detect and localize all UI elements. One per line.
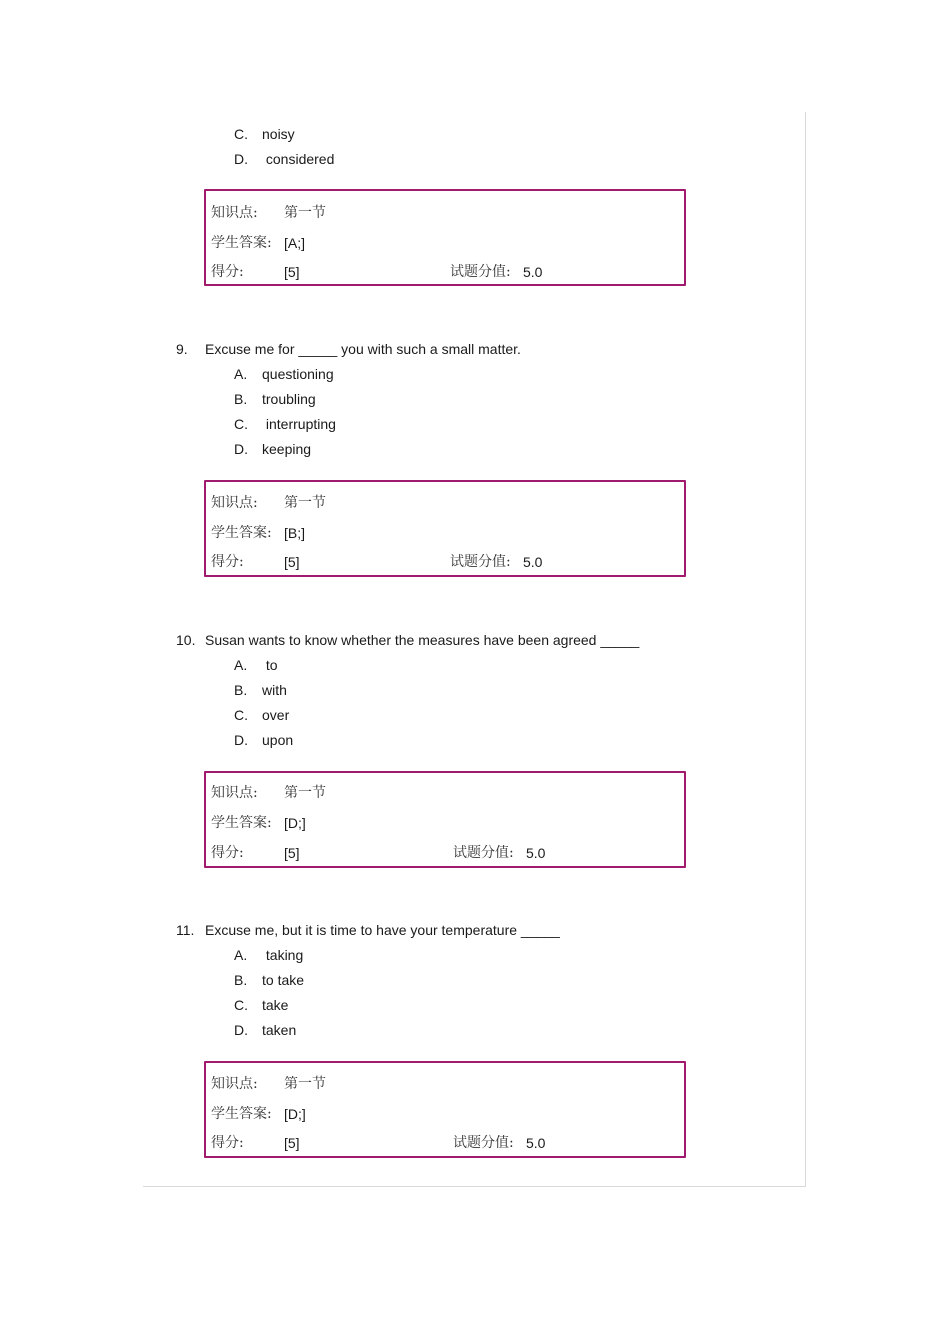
score-label: 得分: [211, 1135, 244, 1151]
option-letter: D. [234, 732, 248, 748]
question-text: Excuse me, but it is time to have your temperature _____ [205, 922, 560, 938]
item-value: 5.0 [526, 1135, 546, 1151]
student-answer-value: [D;] [284, 1106, 306, 1122]
option-letter: A. [234, 947, 248, 963]
item-value-label: 试题分值: [450, 554, 511, 570]
score-label: 得分: [211, 554, 244, 570]
option-text: questioning [262, 366, 334, 382]
knowledge-point-label: 知识点: [211, 785, 258, 801]
answer-info-box [204, 480, 686, 577]
student-answer-label: 学生答案: [211, 1106, 272, 1122]
knowledge-point-value: 第一节 [284, 785, 326, 801]
student-answer-value: [B;] [284, 525, 306, 541]
option-letter: B. [234, 391, 248, 407]
option-text: with [262, 682, 287, 698]
item-value-label: 试题分值: [453, 845, 514, 861]
option-text: taking [262, 947, 304, 963]
knowledge-point-label: 知识点: [211, 495, 258, 511]
page-frame-right-border [805, 112, 806, 1187]
score-value: [5] [284, 1135, 300, 1151]
student-answer-value: [D;] [284, 815, 306, 831]
option-letter: A. [234, 366, 248, 382]
page-frame-bottom-border [143, 1186, 806, 1187]
option-text: upon [262, 732, 294, 748]
answer-info-box [204, 1061, 686, 1158]
option-letter: D. [234, 151, 248, 167]
option-letter: C. [234, 707, 248, 723]
item-value-label: 试题分值: [450, 264, 511, 280]
knowledge-point-label: 知识点: [211, 205, 258, 221]
option-text: interrupting [262, 416, 336, 432]
answer-info-box [204, 189, 686, 286]
student-answer-label: 学生答案: [211, 815, 272, 831]
knowledge-point-value: 第一节 [284, 1076, 326, 1092]
question-number: 10. [176, 632, 196, 648]
option-letter: B. [234, 972, 248, 988]
option-text: to [262, 657, 278, 673]
option-letter: C. [234, 997, 248, 1013]
option-letter: A. [234, 657, 248, 673]
option-letter: D. [234, 1022, 248, 1038]
option-text: noisy [262, 126, 295, 142]
score-label: 得分: [211, 845, 244, 861]
score-value: [5] [284, 845, 300, 861]
option-text: troubling [262, 391, 316, 407]
student-answer-label: 学生答案: [211, 235, 272, 251]
item-value-label: 试题分值: [453, 1135, 514, 1151]
question-number: 9. [176, 341, 188, 357]
option-text: over [262, 707, 290, 723]
option-text: keeping [262, 441, 312, 457]
score-label: 得分: [211, 264, 244, 280]
question-number: 11. [176, 922, 195, 938]
score-value: [5] [284, 264, 300, 280]
option-letter: C. [234, 416, 248, 432]
question-text: Susan wants to know whether the measures have been agreed _____ [205, 632, 640, 648]
option-text: to take [262, 972, 305, 988]
option-text: taken [262, 1022, 297, 1038]
option-letter: C. [234, 126, 248, 142]
answer-info-box [204, 771, 686, 868]
item-value: 5.0 [523, 554, 543, 570]
option-letter: D. [234, 441, 248, 457]
student-answer-label: 学生答案: [211, 525, 272, 541]
option-text: considered [262, 151, 335, 167]
item-value: 5.0 [523, 264, 543, 280]
knowledge-point-value: 第一节 [284, 205, 326, 221]
score-value: [5] [284, 554, 300, 570]
option-text: take [262, 997, 289, 1013]
knowledge-point-label: 知识点: [211, 1076, 258, 1092]
student-answer-value: [A;] [284, 235, 306, 251]
option-letter: B. [234, 682, 248, 698]
question-text: Excuse me for _____ you with such a small matter. [205, 341, 521, 357]
item-value: 5.0 [526, 845, 546, 861]
knowledge-point-value: 第一节 [284, 495, 326, 511]
